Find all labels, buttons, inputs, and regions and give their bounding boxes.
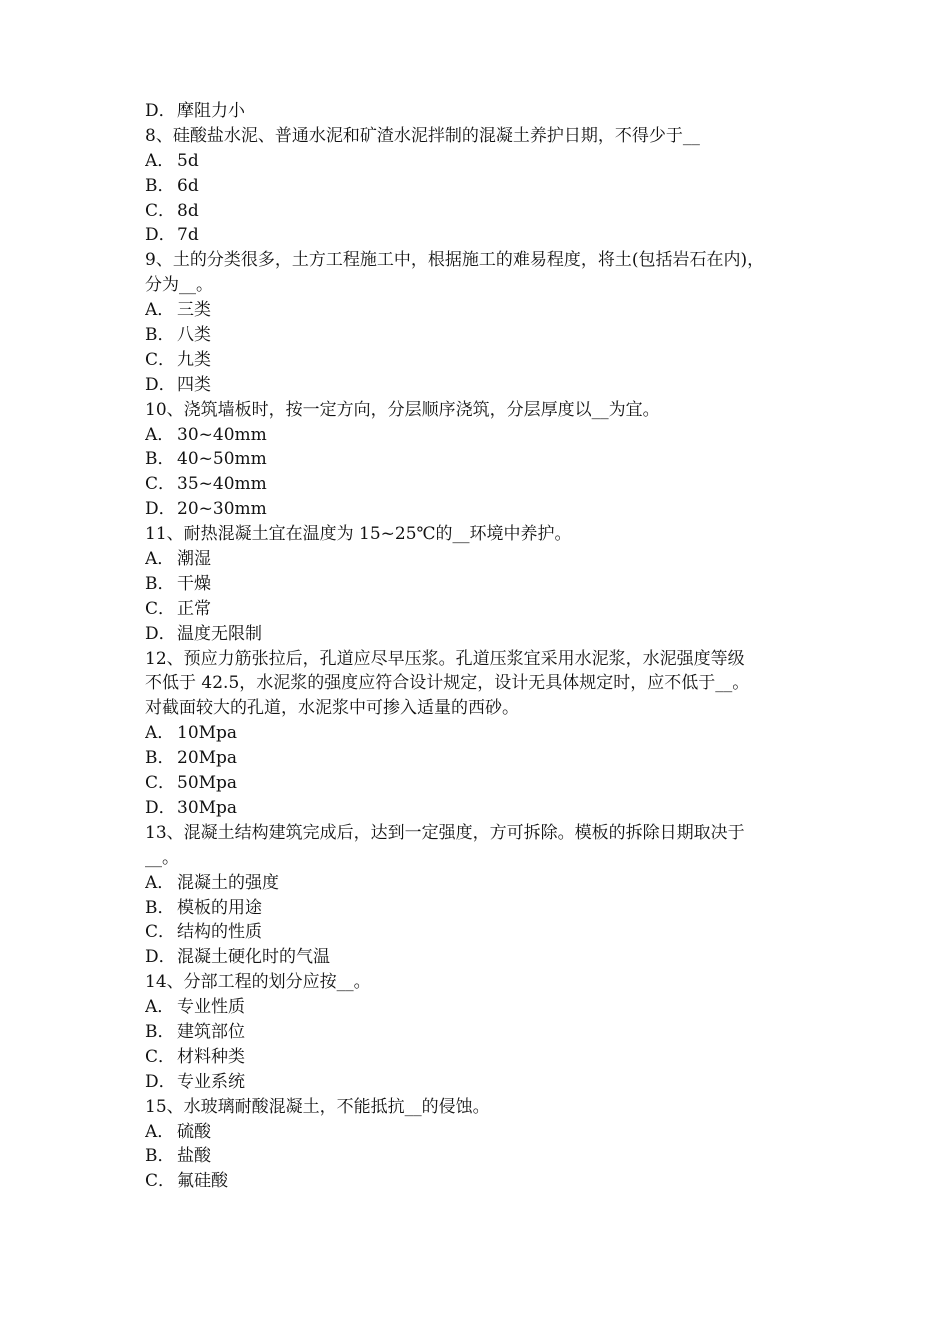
option-letter: D．: [145, 797, 176, 818]
option-text: 20Mpa: [177, 748, 238, 769]
option-text: 结构的性质: [177, 922, 262, 943]
document-page: [145, 99, 817, 1194]
answer-option: [145, 1070, 817, 1095]
option-text: 建筑部位: [177, 1021, 245, 1042]
option-letter: B．: [145, 325, 175, 346]
answer-option: [145, 99, 817, 124]
question-text: __。: [145, 847, 179, 868]
answer-option: [145, 896, 817, 921]
question-text: 对截面较大的孔道，水泥浆中可掺入适量的西砂。: [145, 698, 519, 719]
option-text: 10Mpa: [177, 723, 238, 744]
question-text: 10、浇筑墙板时，按一定方向，分层顺序浇筑，分层厚度以__为宜。: [145, 399, 660, 420]
option-letter: C．: [145, 773, 176, 794]
option-letter: B．: [145, 1021, 175, 1042]
option-text: 材料种类: [177, 1046, 245, 1067]
answer-option: [145, 298, 817, 323]
option-text: 正常: [177, 598, 211, 619]
answer-option: [145, 423, 817, 448]
option-text: 三类: [177, 300, 211, 321]
answer-option: [145, 771, 817, 796]
option-text: 九类: [177, 349, 211, 370]
option-letter: D．: [145, 101, 176, 121]
option-letter: B．: [145, 175, 175, 196]
question-text: 9、土的分类很多，土方工程施工中，根据施工的难易程度，将土(包括岩石在内)，: [145, 250, 765, 271]
option-letter: D．: [145, 1071, 176, 1092]
option-text: 30Mpa: [177, 797, 238, 818]
option-text: 混凝土硬化时的气温: [177, 947, 330, 968]
option-text: 硫酸: [177, 1121, 211, 1142]
option-letter: A．: [145, 1121, 175, 1142]
answer-option: [145, 497, 817, 522]
option-text: 35~40mm: [177, 474, 267, 495]
option-letter: C．: [145, 349, 176, 370]
option-text: 混凝土的强度: [177, 872, 279, 893]
answer-option: [145, 199, 817, 224]
answer-option: [145, 995, 817, 1020]
option-text: 7d: [177, 225, 199, 246]
answer-option: [145, 373, 817, 398]
option-text: 50Mpa: [177, 773, 238, 794]
answer-option: [145, 1169, 817, 1194]
option-letter: B．: [145, 449, 175, 470]
answer-option: [145, 721, 817, 746]
option-letter: B．: [145, 897, 175, 918]
answer-option: [145, 472, 817, 497]
question-text: 不低于 42.5，水泥浆的强度应符合设计规定，设计无具体规定时，应不低于__。: [145, 673, 750, 694]
question-text: 14、分部工程的划分应按__。: [145, 972, 371, 993]
option-text: 四类: [177, 374, 211, 395]
option-letter: C．: [145, 922, 176, 943]
answer-option: [145, 1120, 817, 1145]
answer-option: [145, 1045, 817, 1070]
option-letter: C．: [145, 1046, 176, 1067]
option-text: 6d: [177, 175, 199, 196]
option-text: 八类: [177, 325, 211, 346]
option-text: 8d: [177, 200, 199, 221]
question-text: 分为__。: [145, 275, 213, 296]
answer-option: [145, 174, 817, 199]
question-text: 13、混凝土结构建筑完成后，达到一定强度，方可拆除。模板的拆除日期取决于: [145, 822, 745, 843]
option-letter: B．: [145, 1146, 175, 1167]
option-letter: C．: [145, 598, 176, 619]
question-text: 12、预应力筋张拉后，孔道应尽早压浆。孔道压浆宜采用水泥浆，水泥强度等级: [145, 648, 745, 669]
answer-option: [145, 746, 817, 771]
option-letter: A．: [145, 723, 175, 744]
answer-option: [145, 223, 817, 248]
option-letter: B．: [145, 573, 175, 594]
option-letter: A．: [145, 872, 175, 893]
option-text: 温度无限制: [177, 623, 262, 644]
option-letter: A．: [145, 424, 175, 445]
option-text: 30~40mm: [177, 424, 267, 445]
answer-option: [145, 920, 817, 945]
option-text: 40~50mm: [177, 449, 267, 470]
answer-option: [145, 597, 817, 622]
answer-option: [145, 547, 817, 572]
option-letter: A．: [145, 997, 175, 1018]
option-text: 20~30mm: [177, 499, 267, 520]
answer-option: [145, 323, 817, 348]
option-letter: B．: [145, 748, 175, 769]
option-letter: C．: [145, 1171, 176, 1192]
question-text: 11、耐热混凝土宜在温度为 15~25℃的__环境中养护。: [145, 524, 572, 545]
option-text: 氟硅酸: [177, 1171, 228, 1192]
answer-option: [145, 572, 817, 597]
option-text: 5d: [177, 150, 199, 171]
option-text: 干燥: [177, 573, 211, 594]
option-letter: A．: [145, 549, 175, 570]
option-letter: C．: [145, 200, 176, 221]
option-text: 模板的用途: [177, 897, 262, 918]
answer-option: [145, 871, 817, 896]
option-text: 专业性质: [177, 997, 245, 1018]
option-letter: D．: [145, 623, 176, 644]
answer-option: [145, 945, 817, 970]
option-letter: A．: [145, 300, 175, 321]
answer-option: [145, 622, 817, 647]
option-letter: D．: [145, 499, 176, 520]
option-letter: C．: [145, 474, 176, 495]
answer-option: [145, 149, 817, 174]
option-letter: D．: [145, 947, 176, 968]
option-letter: D．: [145, 374, 176, 395]
option-text: 潮湿: [177, 549, 211, 570]
answer-option: [145, 1144, 817, 1169]
option-letter: D．: [145, 225, 176, 246]
option-text: 摩阻力小: [177, 101, 245, 121]
option-text: 专业系统: [177, 1071, 245, 1092]
question-text: 8、硅酸盐水泥、普通水泥和矿渣水泥拌制的混凝土养护日期，不得少于__: [145, 125, 700, 146]
option-text: 盐酸: [177, 1146, 211, 1167]
answer-option: [145, 1020, 817, 1045]
option-letter: A．: [145, 150, 175, 171]
question-text: 15、水玻璃耐酸混凝土，不能抵抗__的侵蚀。: [145, 1096, 490, 1117]
answer-option: [145, 447, 817, 472]
answer-option: [145, 796, 817, 821]
answer-option: [145, 348, 817, 373]
